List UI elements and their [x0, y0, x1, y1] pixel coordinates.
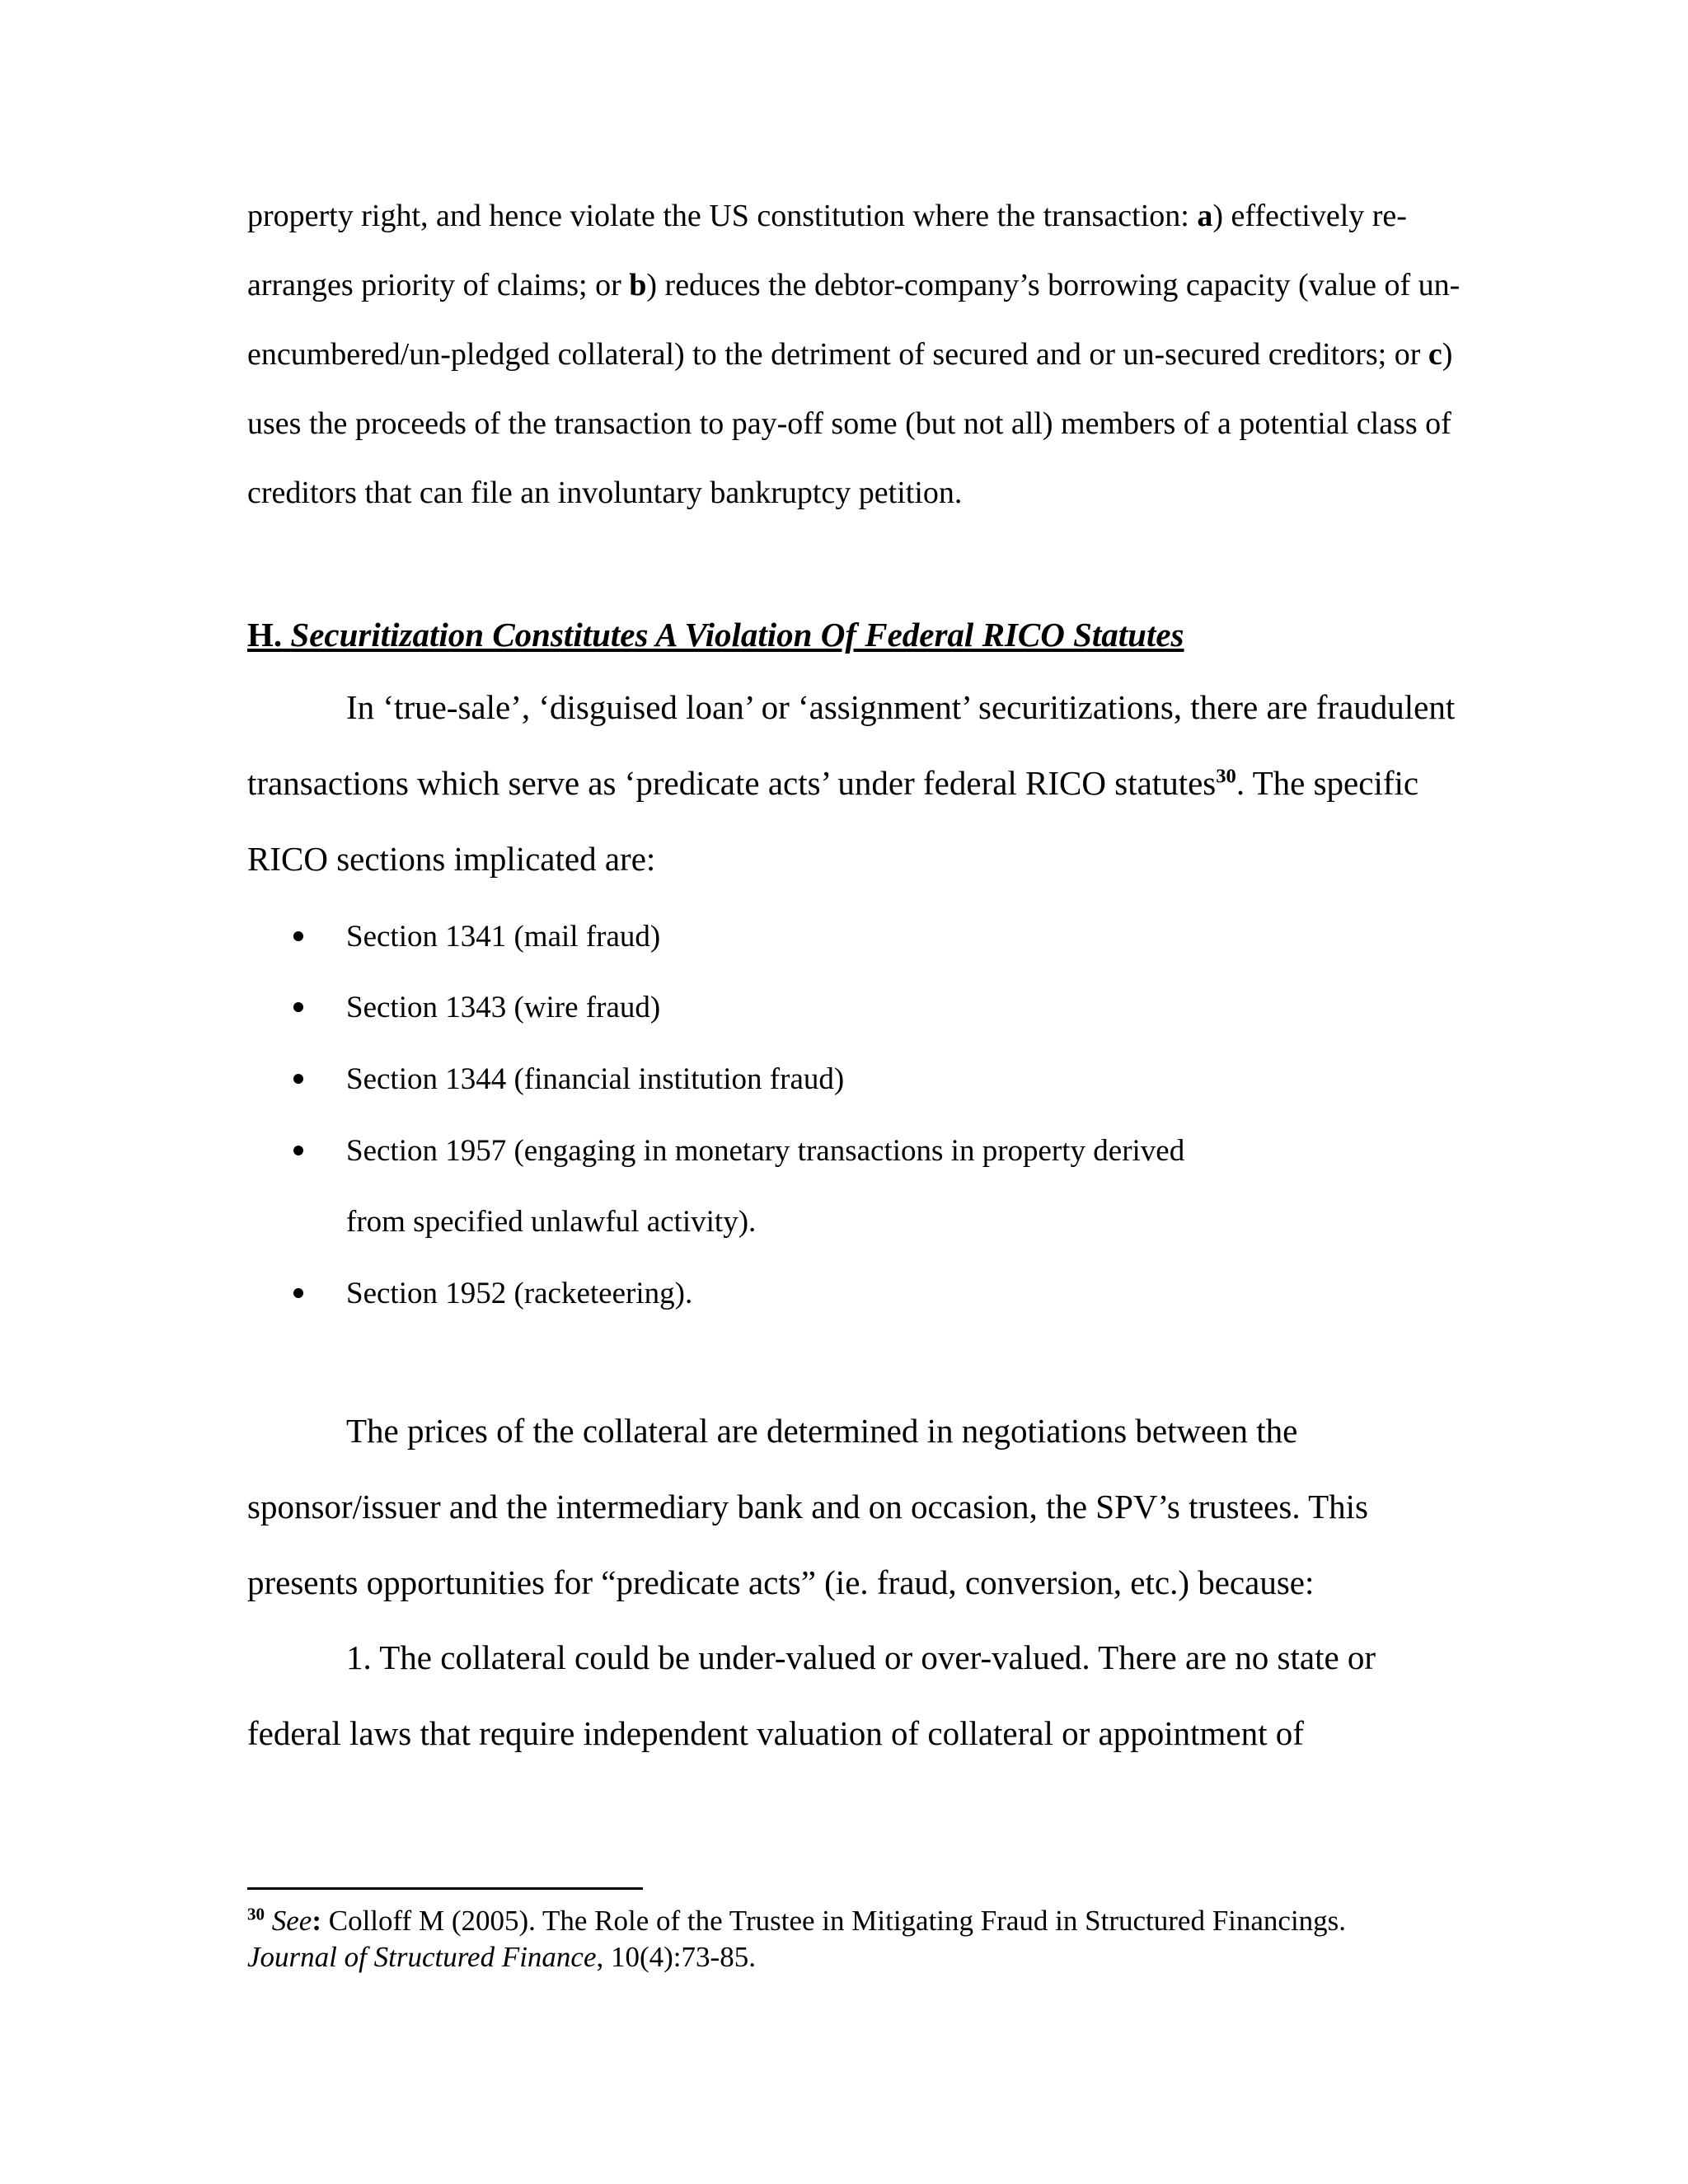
footnote-number: 30: [247, 1904, 265, 1924]
section-letter: H.: [247, 616, 283, 654]
paragraph-line: transactions which serve as ‘predicate acts’ under federal RICO statutes$^{30}$. The specific: [247, 764, 1419, 802]
footnote-line: $^{30}$ See: Colloff M (2005). The Role of the Trustee in Mitigating Fraud in Structured Financings.: [247, 1904, 1347, 1937]
section-heading: [247, 615, 1184, 654]
list-item-continuation: from specified unlawful activity).: [346, 1205, 757, 1239]
paragraph-line: federal laws that require independent valuation of collateral or appointment of: [247, 1714, 1304, 1752]
paragraph-line: 1. The collateral could be under-valued or over-valued. There are no state or: [346, 1638, 1376, 1676]
item-marker-b: b: [629, 268, 647, 302]
paragraph-line: creditors that can file an involuntary bankruptcy petition.: [247, 476, 963, 510]
paragraph-line: arranges priority of claims; or b) reduces the debtor-company’s borrowing capacity (value of un-: [247, 268, 1461, 302]
paragraph-line: sponsor/issuer and the intermediary bank and on occasion, the SPV’s trustees. This: [247, 1488, 1368, 1526]
bullet-icon: [293, 1002, 303, 1012]
section-title: Securitization Constitutes A Violation Of Federal RICO Statutes: [290, 616, 1184, 654]
paragraph-line: presents opportunities for “predicate acts” (ie. fraud, conversion, etc.) because:: [247, 1563, 1315, 1601]
paragraph-line: uses the proceeds of the transaction to pay-off some (but not all) members of a potential class of: [247, 406, 1451, 441]
paragraph-line: In ‘true-sale’, ‘disguised loan’ or ‘assignment’ securitizations, there are fraudulent: [346, 688, 1456, 726]
footnote-see: See: [271, 1905, 312, 1937]
bullet-icon: [293, 1146, 303, 1155]
item-marker-a: a: [1197, 199, 1213, 233]
paragraph-line: RICO sections implicated are:: [247, 840, 656, 878]
footnote-line: Journal of Structured Finance, 10(4):73-85.: [247, 1941, 756, 1973]
item-marker-c: c: [1428, 337, 1442, 372]
bullet-icon: [293, 1074, 303, 1084]
document-page: property right, and hence violate the US constitution where the transaction: a) effectively re- arranges priority of claims; or b) reduces the debtor-company’s borrowing capacity (value of un- encumbered/un-pledged collateral) to the detriment of secured and or un-secured creditors; or c) uses the proceeds of the transaction to pay-off some (but not all) members of a potential class of creditors that can file an involuntary bankruptcy petition. H. Securitization Constitutes A Violation Of Federal RICO Statutes In ‘true-sale’, ‘disguised loan’ or ‘assignment’ securitizations, there are fraudulent transactions which serve as ‘predicate acts’ under federal RICO statutes$^{30}$. The specific RICO sections implicated are: Section 1341 (mail fraud) Section 1343 (wire fraud) Section 1344 (financial institution fraud) Section 1957 (engaging in monetary transactions in property derived from specified unlawful activity). Section 1952 (racketeering). The prices of the collateral are determined in negotiations between the sponsor/issuer and the intermediary bank and on occasion, the SPV’s trustees. This presents opportunities for “predicate acts” (ie. fraud, conversion, etc.) because: 1. The collateral could be under-valued or over-valued. There are no state or federal laws that require independent valuation of collateral or appointment of $^{30}$ See: Colloff M (2005). The Role of the Trustee in Mitigating Fraud in Structured Financings. Journal of Structured Finance, 10(4):73-85.: [247, 199, 1461, 1973]
paragraph-line: The prices of the collateral are determined in negotiations between the: [346, 1412, 1298, 1450]
bullet-icon: [293, 931, 303, 941]
footnote-ref[interactable]: 30: [1216, 765, 1236, 788]
paragraph-line: property right, and hence violate the US constitution where the transaction: a) effectively re-: [247, 199, 1407, 233]
paragraph-line: encumbered/un-pledged collateral) to the detriment of secured and or un-secured creditors; or c): [247, 337, 1453, 372]
footnote-journal: Journal of Structured Finance: [247, 1941, 597, 1973]
footnote-divider: [247, 1887, 643, 1890]
bullet-icon: [293, 1288, 303, 1298]
